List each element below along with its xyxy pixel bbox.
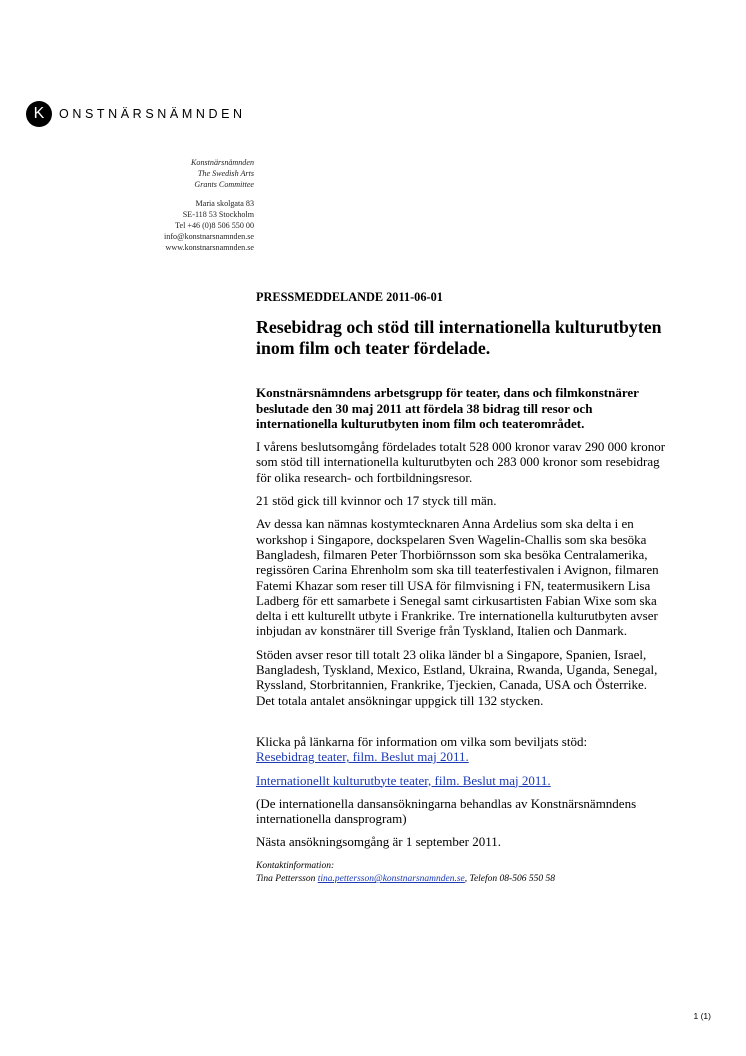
sender-street: Maria skolgata 83 xyxy=(195,199,254,208)
press-release-lead: Konstnärsnämndens arbetsgrupp för teater, dans och filmkonstnärer beslutade den 30 maj 2011 att fördela 38 bidrag till resor och internationella kulturutbyten inom film och teaterområdet. xyxy=(256,385,639,431)
sender-address-block xyxy=(164,157,254,253)
contact-name: Tina Pettersson xyxy=(256,874,318,885)
contact-email-link[interactable]: tina.pettersson@konstnarsnamnden.se xyxy=(317,874,465,885)
link-resebidrag[interactable]: Resebidrag teater, film. Beslut maj 2011. xyxy=(256,749,469,765)
page-number: 1 (1) xyxy=(693,1011,711,1021)
logo-wordmark: ONSTNÄRSNÄMNDEN xyxy=(59,107,246,121)
sender-name-line: The Swedish Arts xyxy=(197,169,254,178)
contact-line xyxy=(256,873,666,887)
logo-k-circle: K xyxy=(26,101,52,127)
links-intro: Klicka på länkarna för information om vilka som beviljats stöd: xyxy=(256,733,588,749)
next-round: Nästa ansökningsomgång är 1 september 2011. xyxy=(256,834,502,850)
contact-info xyxy=(256,860,666,887)
sender-postal: SE-118 53 Stockholm xyxy=(182,210,254,219)
press-release-kicker: PRESSMEDDELANDE 2011-06-01 xyxy=(256,290,443,304)
body-paragraph: Stöden avser resor till totalt 23 olika länder bl a Singapore, Spanien, Israel, Bangladesh, Tyskland, Mexico, Estland, Ukraina, Rwanda, Uganda, Senegal, Ryssland, Storbritannien, Frankrike, Tjeckien, Canada, USA och Österrike. Det totala antalet ansökningar uppgick till 132 stycken. xyxy=(256,646,658,708)
press-release-body xyxy=(256,290,666,887)
organization-logo xyxy=(26,100,246,128)
body-paragraph: Av dessa kan nämnas kostymtecknaren Anna Ardelius som ska delta i en workshop i Singapore, dockspelaren Sven Wagelin-Challis som ska besöka Bangladesh, filmaren Peter Thorbiörnsson som ska besöka Centralamerika, regissören Carina Ehrenholm som ska till teaterfestivalen i Avignon, filmaren Fatemi Khazar som reser till USA för filmvisning i FN, teatermusikern Lisa Ladberg för ett samarbete i Senegal samt cirkusartisten Fabian Wixe som ska delta i ett kulturellt utbyte i Frankrike. Tre internationella kulturutbyten avser inbjudan av konstnärer till Sverige från Tyskland, Italien och Danmark. xyxy=(256,516,659,639)
dance-note: (De internationella dansansökningarna behandlas av Konstnärsnämndens internationella dansprogram) xyxy=(256,795,637,827)
press-release-headline: Resebidrag och stöd till internationella kulturutbyten inom film och teater fördelade. xyxy=(256,317,662,358)
contact-phone: , Telefon 08-506 550 58 xyxy=(464,874,555,885)
sender-name-line: Grants Committee xyxy=(194,180,254,189)
sender-name-line: Konstnärsnämnden xyxy=(191,158,254,167)
link-kulturutbyte[interactable]: Internationellt kulturutbyte teater, film. Beslut maj 2011. xyxy=(256,772,551,788)
contact-label: Kontaktinformation: xyxy=(256,860,335,871)
sender-phone: Tel +46 (0)8 506 550 00 xyxy=(175,221,254,230)
body-paragraph: 21 stöd gick till kvinnor och 17 styck till män. xyxy=(256,493,497,509)
sender-website: www.konstnarsnamnden.se xyxy=(165,243,254,252)
sender-email: info@konstnarsnamnden.se xyxy=(164,232,254,241)
body-paragraph: I vårens beslutsomgång fördelades totalt 528 000 kronor varav 290 000 kronor som stöd till internationella kulturutbyten och 283 000 kronor som resebidrag för olika research- och fortbildningsresor. xyxy=(256,439,666,485)
